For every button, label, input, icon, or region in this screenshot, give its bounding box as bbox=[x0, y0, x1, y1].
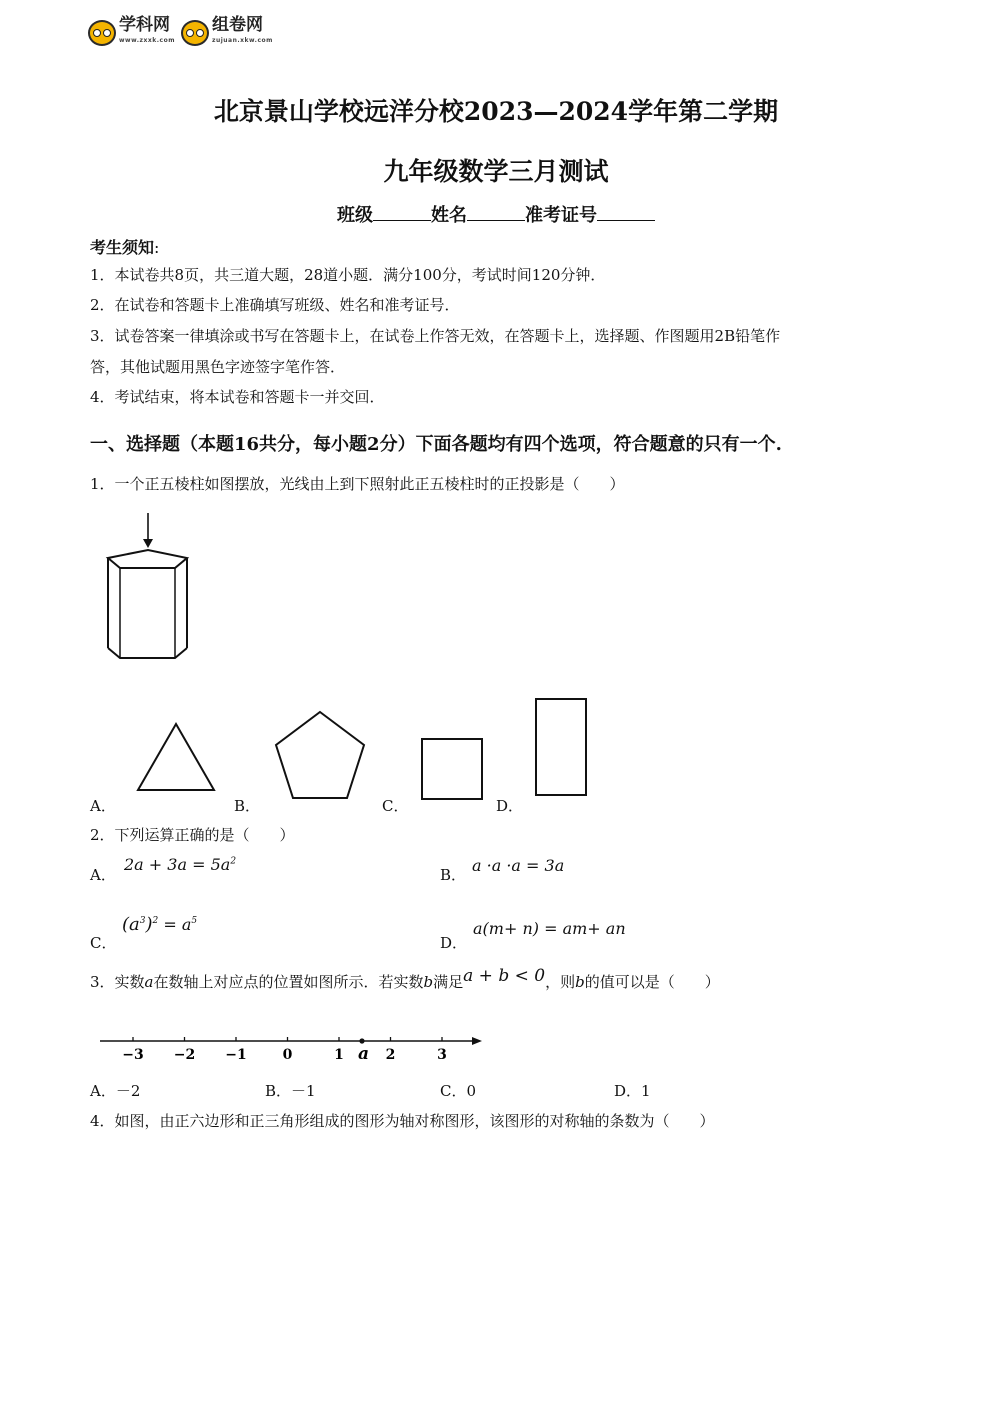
q2-stem: 2．下列运算正确的是（ ） bbox=[90, 826, 295, 844]
notice-item-1: 1．本试卷共8页，共三道大题，28道小题．满分100分，考试时间120分钟． bbox=[90, 266, 606, 284]
number-line-tick-label: 0 bbox=[282, 1047, 293, 1063]
number-line-tick-label: 2 bbox=[385, 1047, 396, 1063]
q1-option-d-rectangle[interactable] bbox=[532, 695, 592, 799]
notice-item-3-cont: 答，其他试题用黑色字迹签字笔作答． bbox=[90, 358, 346, 376]
site-logo bbox=[88, 15, 273, 48]
exam-title: 北京景山学校远洋分校2023—2024学年第二学期 bbox=[213, 97, 779, 126]
logo-brand-2: 组卷网 bbox=[211, 15, 263, 35]
q3-option-b[interactable]: B．－1 bbox=[265, 1082, 316, 1100]
logo-mascot-icon bbox=[88, 20, 116, 46]
logo-url-1: www.zxxk.com bbox=[119, 37, 175, 44]
q1-option-c-square[interactable] bbox=[418, 735, 488, 803]
number-line-tick-label: −3 bbox=[122, 1047, 144, 1063]
q1-option-a-triangle[interactable] bbox=[133, 718, 219, 794]
q3-option-a[interactable]: A．－2 bbox=[90, 1082, 141, 1100]
q1-option-b-pentagon[interactable] bbox=[270, 708, 370, 802]
light-arrow-head-icon bbox=[143, 539, 153, 548]
number-line-tick-label: 1 bbox=[334, 1047, 344, 1063]
field-name-label: 姓名 bbox=[431, 205, 467, 226]
q3-stem: 3．实数a在数轴上对应点的位置如图所示．若实数b满足a + b < 0，则b的值可以是（ ） bbox=[90, 966, 720, 991]
logo-mascot-icon-2 bbox=[181, 20, 209, 46]
field-name-blank[interactable] bbox=[467, 204, 525, 221]
logo-url-2: zujuan.xkw.com bbox=[211, 37, 273, 44]
q1-stem: 1．一个正五棱柱如图摆放，光线由上到下照射此正五棱柱时的正投影是（ ） bbox=[90, 475, 625, 493]
field-id-label: 准考证号 bbox=[525, 205, 597, 226]
notice-item-3: 3．试卷答案一律填涂或书写在答题卡上，在试卷上作答无效，在答题卡上，选择题、作图题用2B铅笔作 bbox=[90, 327, 781, 345]
section-1-title: 一、选择题（本题16共分，每小题2分）下面各题均有四个选项，符合题意的只有一个. bbox=[90, 434, 782, 455]
notice-item-4: 4．考试结束，将本试卷和答题卡一并交回． bbox=[90, 388, 385, 406]
q4-stem: 4．如图，由正六边形和正三角形组成的图形为轴对称图形，该图形的对称轴的条数为（ ） bbox=[90, 1112, 715, 1130]
q2-option-b-label[interactable]: B． bbox=[440, 866, 467, 884]
q1-option-c-label[interactable]: C． bbox=[382, 797, 409, 815]
prism-top-face bbox=[108, 550, 187, 568]
q2-option-b-expr: a ·a ·a = 3a bbox=[472, 856, 565, 875]
q1-option-a-label[interactable]: A． bbox=[90, 797, 116, 815]
q2-option-c-expr: $(a^3)^2 = a^5$ bbox=[122, 914, 198, 935]
field-class-blank[interactable] bbox=[373, 204, 431, 221]
student-info-line bbox=[0, 201, 992, 227]
notice-heading: 考生须知: bbox=[90, 238, 160, 257]
field-id-blank[interactable] bbox=[597, 204, 655, 221]
q1-option-b-label[interactable]: B． bbox=[234, 797, 261, 815]
number-line-tick-label: −2 bbox=[173, 1047, 196, 1063]
notice-item-2: 2．在试卷和答题卡上准确填写班级、姓名和准考证号． bbox=[90, 296, 460, 314]
q3-number-line bbox=[96, 1028, 486, 1068]
point-a-label: a bbox=[358, 1044, 370, 1064]
q1-option-d-label[interactable]: D． bbox=[496, 797, 524, 815]
q2-option-d-expr: a(m+ n) = am+ an bbox=[473, 919, 626, 938]
logo-brand-1: 学科网 bbox=[119, 15, 170, 35]
q1-prism-figure bbox=[100, 508, 200, 663]
q2-option-d-label[interactable]: D． bbox=[440, 934, 468, 952]
exam-subtitle: 九年级数学三月测试 bbox=[383, 157, 609, 186]
q2-option-c-label[interactable]: C． bbox=[90, 934, 117, 952]
q2-option-a-label[interactable]: A． bbox=[90, 866, 116, 884]
q2-option-a-expr: $2a + 3a = 5a^2$ bbox=[124, 855, 237, 874]
number-line-tick-label: 3 bbox=[437, 1047, 447, 1063]
number-line-tick-label: −1 bbox=[225, 1047, 247, 1063]
point-a-dot bbox=[359, 1038, 364, 1043]
q3-option-c[interactable]: C．0 bbox=[440, 1082, 477, 1100]
number-line-arrow-icon bbox=[472, 1037, 482, 1045]
field-class-label: 班级 bbox=[337, 205, 373, 226]
q3-option-d[interactable]: D．1 bbox=[614, 1082, 651, 1100]
